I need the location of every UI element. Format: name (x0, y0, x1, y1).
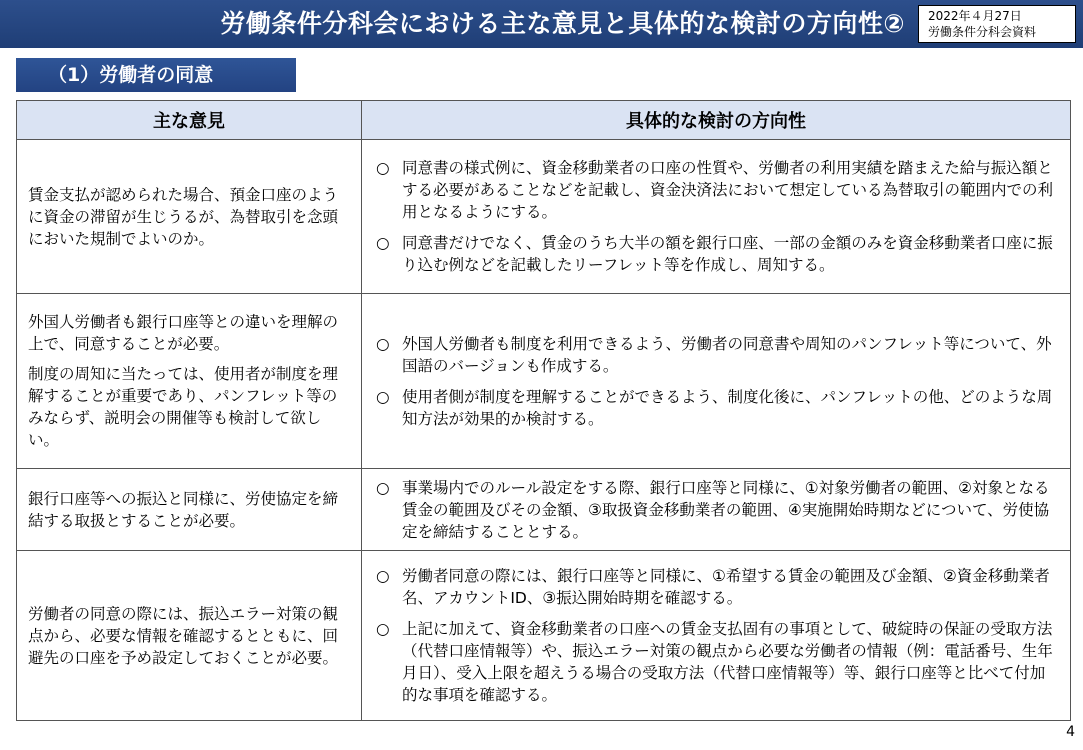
bullet-circle: ○ (376, 159, 390, 177)
document-source: 労働条件分科会資料 (928, 25, 1037, 39)
direction-text: 使用者側が制度を理解することができるよう、制度化後に、パンフレットの他、どのような周知方法が効果的か検討する。 (402, 387, 1053, 428)
opinion-cell (17, 294, 362, 469)
table-row (17, 294, 1071, 469)
direction-text: 同意書の様式例に、資金移動業者の口座の性質や、労働者の利用実績を踏まえた給与振込額とする必要があることなどを記載し、資金決済法において想定している為替取引の範囲内での利用となるようにする。 (402, 159, 1054, 221)
opinion-cell (17, 140, 362, 294)
bullet-circle: ○ (376, 478, 390, 497)
direction-item (376, 232, 1058, 276)
direction-text: 上記に加えて、資金移動業者の口座への賃金支払固有の事項として、破綻時の保証の受取方法（代替口座情報等）や、振込エラー対策の観点から必要な労働者の情報（例：電話番号、生年月日）、受入上限を超えうる場合の受取方法（代替口座情報等）等、銀行口座等と比べて付加的な事項を確認する。 (402, 620, 1053, 704)
opinion-text: 銀行口座等への振込と同様に、労使協定を締結する取扱とすることが必要。 (28, 489, 339, 530)
opinion-text: 外国人労働者も銀行口座等との違いを理解の上で、同意することが必要。 (28, 313, 339, 353)
column-header-opinions: 主な意見 (17, 101, 362, 140)
title-bar (0, 0, 1083, 48)
opinion-text: 労働者の同意の際には、振込エラー対策の観点から、必要な情報を確認するとともに、回避先の口座を予め設定しておくことが必要。 (28, 604, 339, 667)
bullet-circle: ○ (376, 567, 390, 585)
direction-cell (362, 551, 1071, 721)
bullet-circle: ○ (376, 334, 390, 353)
direction-item (376, 477, 1058, 543)
opinion-cell (17, 551, 362, 721)
table-row (17, 140, 1071, 294)
table-row (17, 469, 1071, 551)
page-number: 4 (1066, 724, 1075, 740)
table-header-row (17, 101, 1071, 140)
direction-text: 事業場内でのルール設定をする際、銀行口座等と同様に、①対象労働者の範囲、②対象となる賃金の範囲及びその金額、③取扱資金移動業者の範囲、④実施開始時期などについて、労使協定を締結することとする。 (402, 478, 1050, 541)
direction-item (376, 618, 1058, 706)
opinion-text: 賃金支払が認められた場合、預金口座のように資金の滞留が生じうるが、為替取引を念頭においた規制でよいのか。 (28, 185, 339, 248)
direction-item (376, 333, 1058, 377)
direction-cell (362, 140, 1071, 294)
direction-cell (362, 294, 1071, 469)
bullet-circle: ○ (376, 387, 390, 406)
direction-text: 労働者同意の際には、銀行口座等と同様に、①希望する賃金の範囲及び金額、②資金移動業者名、アカウントID、③振込開始時期を確認する。 (402, 567, 1050, 607)
direction-cell (362, 469, 1071, 551)
document-date: 2022年４月27日 (928, 9, 1022, 23)
opinion-cell (17, 469, 362, 551)
table-row (17, 551, 1071, 721)
document-meta-box (918, 5, 1076, 43)
bullet-circle: ○ (376, 234, 390, 252)
bullet-circle: ○ (376, 620, 390, 638)
opinion-text: 制度の周知に当たっては、使用者が制度を理解することが重要であり、パンフレット等のみならず、説明会の開催等も検討して欲しい。 (28, 365, 339, 449)
opinions-table (16, 100, 1071, 721)
direction-item (376, 386, 1058, 430)
column-header-directions: 具体的な検討の方向性 (362, 101, 1071, 140)
page-title: 労働条件分科会における主な意見と具体的な検討の方向性② (220, 9, 905, 38)
section-heading: （1）労働者の同意 (16, 58, 296, 92)
direction-item (376, 157, 1058, 223)
direction-text: 外国人労働者も制度を利用できるよう、労働者の同意書や周知のパンフレット等について、外国語のバージョンも作成する。 (402, 334, 1052, 375)
direction-text: 同意書だけでなく、賃金のうち大半の額を銀行口座、一部の金額のみを資金移動業者口座に振り込む例などを記載したリーフレット等を作成し、周知する。 (402, 234, 1053, 274)
direction-item (376, 565, 1058, 609)
